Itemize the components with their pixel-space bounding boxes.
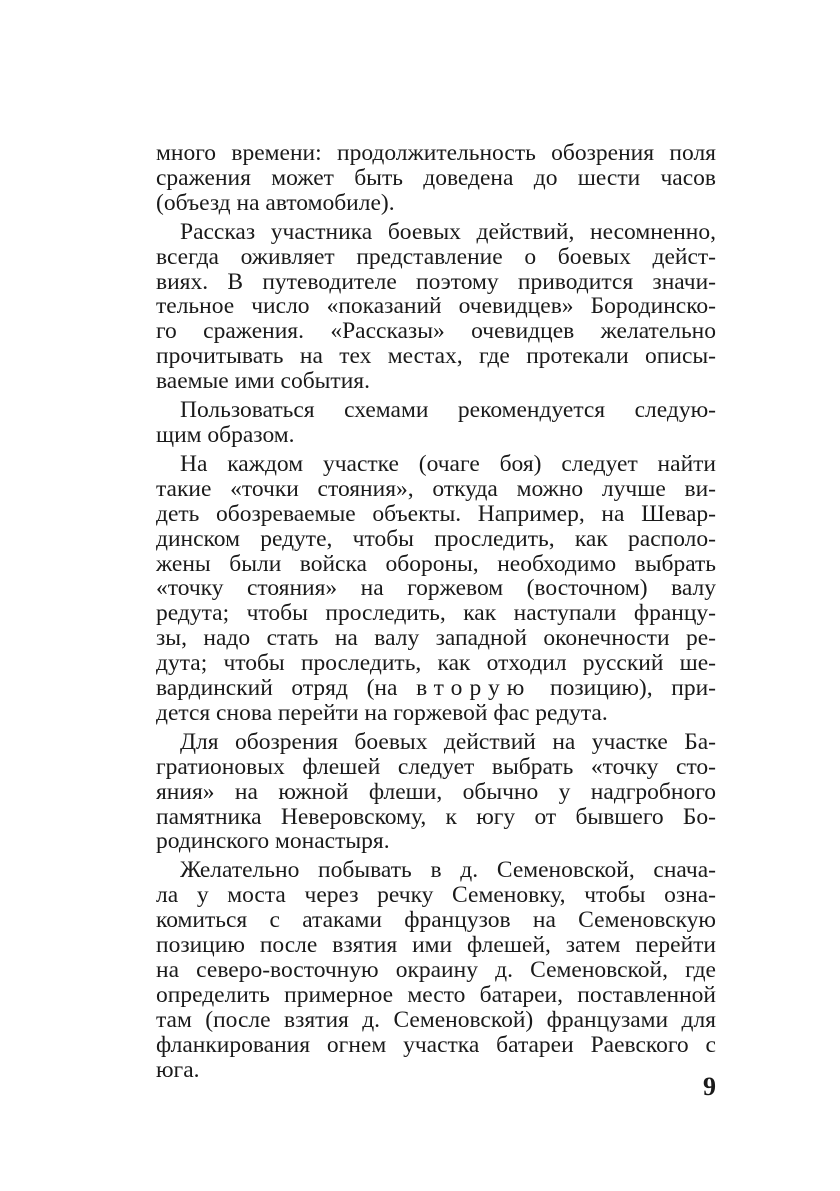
text-line: Пользоваться схемами рекомендуется следую- <box>180 397 716 424</box>
text-line: сражения может быть доведена до шести часов <box>156 164 716 191</box>
text-block <box>156 141 716 1087</box>
spaced-word: вторую <box>416 675 532 702</box>
text-line: там (после взятия д. Семеновской) французами для <box>156 1006 716 1033</box>
text-line: родинского монастыря. <box>156 828 390 855</box>
text-line: комиться с атаками французов на Семеновскую <box>156 907 716 934</box>
text-line: много времени: продолжительность обозрения поля <box>156 140 716 166</box>
paragraph <box>156 452 716 726</box>
text-line: памятника Неверовскому, к югу от бывшего Бо- <box>156 803 716 830</box>
text-line: такие «точки стояния», откуда можно лучше ви- <box>156 475 716 502</box>
text-line: деть обозреваемые объекты. Например, на Шевар- <box>156 500 716 527</box>
text-line: гратионовых флешей следует выбрать «точку сто- <box>156 753 716 780</box>
text-line: редута; чтобы проследить, как наступали францу- <box>156 600 716 627</box>
paragraph <box>156 220 716 394</box>
text-line: дется снова перейти на горжевой фас редута. <box>156 699 608 726</box>
page-number: 9 <box>703 1072 716 1101</box>
text-line: юга. <box>156 1056 200 1083</box>
paragraph <box>156 398 716 448</box>
text-line: Рассказ участника боевых действий, несомненно, <box>180 218 716 245</box>
paragraph <box>156 141 716 216</box>
text-line: фланкирования огнем участка батареи Раевского с <box>156 1031 716 1058</box>
text-line: дута; чтобы проследить, как отходил русский ше- <box>156 650 716 677</box>
text-fragment: вардинский отряд (на <box>156 675 417 702</box>
text-line: позицию после взятия ими флешей, затем перейти <box>156 932 716 959</box>
text-line: Желательно побывать в д. Семеновской, снача- <box>180 857 716 884</box>
text-line: щим образом. <box>156 421 295 448</box>
text-line: Для обозрения боевых действий на участке Ба- <box>180 728 716 755</box>
text-line: всегда оживляет представление о боевых дейст- <box>156 243 716 270</box>
paragraph <box>156 858 716 1082</box>
text-line: ваемые ими события. <box>156 368 370 395</box>
text-fragment: позицию), при- <box>531 675 716 702</box>
text-line: прочитывать на тех местах, где протекали описы- <box>156 343 716 370</box>
text-line: определить примерное место батареи, поставленной <box>156 981 716 1008</box>
text-line: на северо-восточную окраину д. Семеновской, где <box>156 957 716 983</box>
text-line: го сражения. «Рассказы» очевидцев желательно <box>156 318 716 345</box>
text-line: тельное число «показаний очевидцев» Бородинско- <box>156 293 716 320</box>
text-line: зы, надо стать на валу западной оконечности ре- <box>156 625 716 652</box>
paragraph <box>156 730 716 855</box>
text-line-spaced <box>156 676 716 701</box>
text-line: динском редуте, чтобы проследить, как располо- <box>156 525 716 552</box>
text-line: На каждом участке (очаге боя) следует найти <box>180 450 716 477</box>
text-line: яния» на южной флеши, обычно у надгробного <box>156 778 716 805</box>
text-line: ла у моста через речку Семеновку, чтобы озна- <box>156 882 716 909</box>
text-line: (объезд на автомобиле). <box>156 189 395 216</box>
text-line: виях. В путеводителе поэтому приводится значи- <box>156 268 716 295</box>
text-line: «точку стояния» на горжевом (восточном) валу <box>156 575 716 602</box>
text-line: жены были войска обороны, необходимо выбрать <box>156 550 716 577</box>
